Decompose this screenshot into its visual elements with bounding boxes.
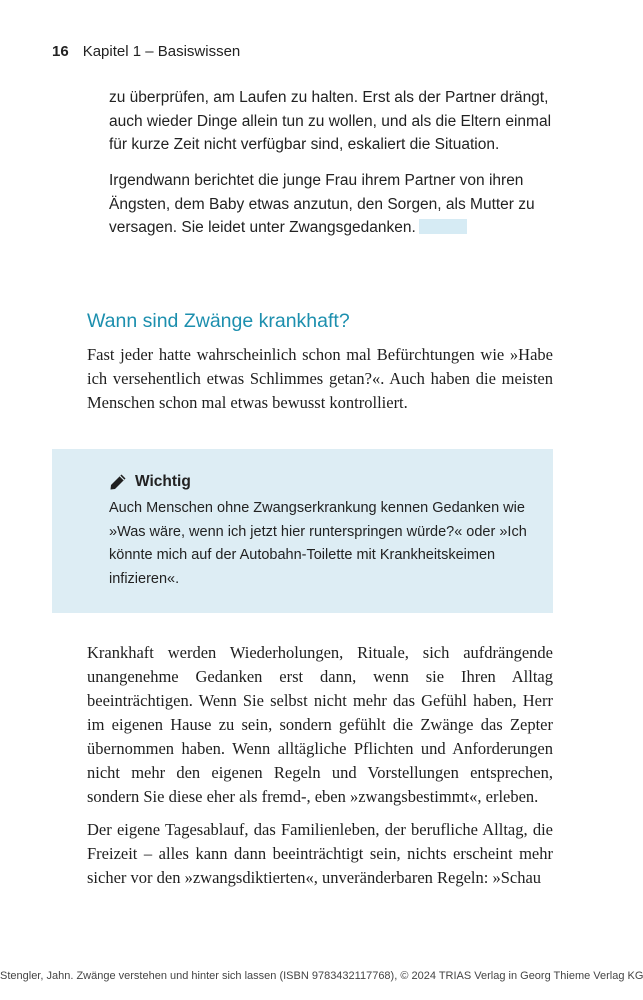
intro-paragraph-2	[109, 169, 554, 240]
intro-paragraph-1: zu überprüfen, am Laufen zu halten. Erst als der Partner drängt, auch wieder Dinge allein tun zu wollen, und als die Eltern einmal für kurze Zeit nicht verfügbar sind, eskaliert die Situation.	[109, 89, 552, 153]
callout-text: Auch Menschen ohne Zwangserkrankung kennen Gedanken wie »Was wäre, wenn ich jetzt hier runterspringen würde?« oder »Ich könnte mich auf der Autobahn-Toilette mit Krankheitskeimen infizieren«.	[109, 500, 527, 587]
section-heading: Wann sind Zwänge krankhaft?	[87, 310, 350, 332]
chapter-title: Kapitel 1 – Basiswissen	[82, 43, 241, 60]
callout-title-text: Wichtig	[135, 473, 191, 490]
citation-footer: Stengler, Jahn. Zwänge verstehen und hinter sich lassen (ISBN 9783432117768), © 2024 TRIAS Verlag in Georg Thieme Verlag KG	[0, 970, 643, 982]
pencil-icon	[109, 473, 127, 491]
callout-title	[109, 473, 191, 491]
body-paragraph-3: Der eigene Tagesablauf, das Familienleben, der berufliche Alltag, die Freizeit – alles kann dann beeinträchtigt sein, nichts erscheint mehr sicher vor den »zwangsdiktierten«, unveränderbaren Regeln: »Schau	[87, 820, 553, 887]
body-paragraph-2: Krankhaft werden Wiederholungen, Rituale, sich aufdrängende unangenehme Gedanken erst dann, wenn sie Ihren Alltag beeinträchtigen. Wenn Sie selbst nicht mehr das Gefühl haben, Herr im eigenen Hause zu sein, sondern gefühlt die Zwänge das Zepter übernommen haben. Wenn alltägliche Pflichten und Anforderungen nicht mehr den eigenen Regeln und Vorstellungen entsprechen, sondern Sie diese eher als fremd-, eben »zwangsbestimmt«, erleben.	[87, 643, 553, 806]
highlight-marker	[419, 219, 467, 234]
section-paragraph-1: Fast jeder hatte wahrscheinlich schon mal Befürchtungen wie »Habe ich versehentlich etwas Schlimmes getan?«. Auch haben die meisten Menschen schon mal etwas bewusst kontrolliert.	[87, 345, 553, 412]
page-number: 16	[52, 43, 69, 60]
intro-paragraph-2-text: Irgendwann berichtet die junge Frau ihrem Partner von ihren Ängsten, dem Baby etwas anzutun, den Sorgen, als Mutter zu versagen. Sie leidet unter Zwangsgedanken.	[109, 172, 535, 236]
important-callout	[52, 449, 553, 613]
running-header	[52, 43, 240, 60]
